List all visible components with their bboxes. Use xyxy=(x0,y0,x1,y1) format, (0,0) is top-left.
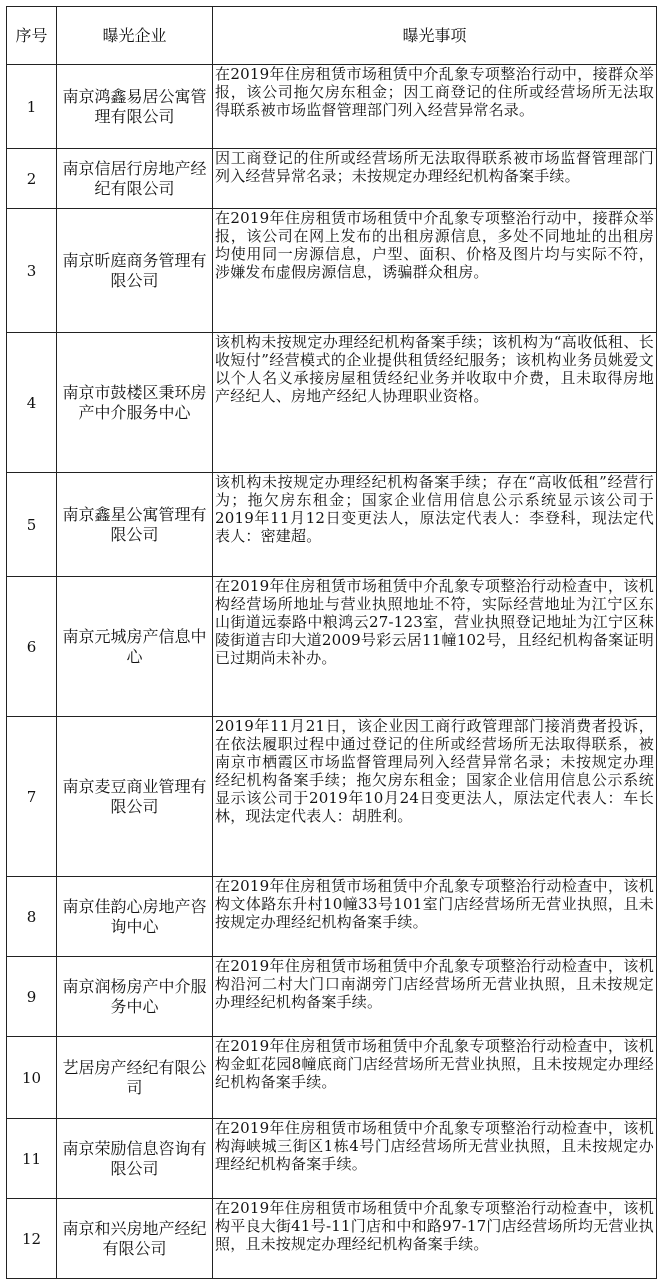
row-index: 5 xyxy=(7,473,57,577)
header-matter: 曝光事项 xyxy=(213,7,657,65)
row-company: 南京昕庭商务管理有限公司 xyxy=(57,209,213,333)
row-matter: 在2019年住房租赁市场租赁中介乱象专项整治行动检查中，该机构文体路东升村10幢33号101室门店经营场所无营业执照，且未按规定办理经纪机构备案手续。 xyxy=(213,877,657,957)
table-row xyxy=(7,333,657,473)
table-row xyxy=(7,957,657,1037)
row-matter: 在2019年住房租赁市场租赁中介乱象专项整治行动检查中，该机构海峡城三街区1栋4号门店经营场所无营业执照，且未按规定办理经纪机构备案手续。 xyxy=(213,1119,657,1199)
row-index: 3 xyxy=(7,209,57,333)
row-matter: 该机构未按规定办理经纪机构备案手续；该机构为“高收低租、长收短付”经营模式的企业提供租赁经纪服务；该机构业务员姚爱文以个人名义承接房屋租赁经纪业务并收取中介费，且未取得房地产经纪人、房地产经纪人协理职业资格。 xyxy=(213,333,657,473)
row-company: 南京元城房产信息中心 xyxy=(57,577,213,717)
row-company: 艺居房产经纪有限公司 xyxy=(57,1037,213,1119)
table-row xyxy=(7,473,657,577)
table-row xyxy=(7,577,657,717)
row-matter: 在2019年住房租赁市场租赁中介乱象专项整治行动检查中，该机构沿河二村大门口南湖旁门店经营场所无营业执照，且未按规定办理经纪机构备案手续。 xyxy=(213,957,657,1037)
row-company: 南京和兴房地产经纪有限公司 xyxy=(57,1199,213,1279)
row-matter: 在2019年住房租赁市场租赁中介乱象专项整治行动检查中，该机构平良大街41号-11门店和中和路97-17门店经营场所均无营业执照，且未按规定办理经纪机构备案手续。 xyxy=(213,1199,657,1279)
row-company: 南京润杨房产中介服务中心 xyxy=(57,957,213,1037)
row-matter: 2019年11月21日，该企业因工商行政管理部门接消费者投诉，在依法履职过程中通过登记的住所或经营场所无法取得联系，被南京市栖霞区市场监督管理局列入经营异常名录；未按规定办理经纪机构备案手续；拖欠房东租金；国家企业信用信息公示系统显示该公司于2019年10月24日变更法人，原法定代表人：车长林，现法定代表人：胡胜利。 xyxy=(213,717,657,877)
header-company: 曝光企业 xyxy=(57,7,213,65)
row-company: 南京信居行房地产经纪有限公司 xyxy=(57,149,213,209)
exposure-table xyxy=(6,6,657,1279)
table-row xyxy=(7,65,657,149)
row-company: 南京佳韵心房地产咨询中心 xyxy=(57,877,213,957)
row-matter: 在2019年住房租赁市场租赁中介乱象专项整治行动中，接群众举报，该公司拖欠房东租金；因工商登记的住所或经营场所无法取得联系被市场监督管理部门列入经营异常名录。 xyxy=(213,65,657,149)
row-company: 南京鸿鑫易居公寓管理有限公司 xyxy=(57,65,213,149)
row-index: 8 xyxy=(7,877,57,957)
row-index: 11 xyxy=(7,1119,57,1199)
row-company: 南京鑫星公寓管理有限公司 xyxy=(57,473,213,577)
row-matter: 在2019年住房租赁市场租赁中介乱象专项整治行动检查中，该机构经营场所地址与营业执照地址不符，实际经营地址为江宁区东山街道远泰路中粮鸿云27-123室，营业执照登记地址为江宁区秣陵街道吉印大道2009号彩云居11幢102号，且经纪机构备案证明已过期尚未补办。 xyxy=(213,577,657,717)
row-index: 12 xyxy=(7,1199,57,1279)
row-matter: 该机构未按规定办理经纪机构备案手续；存在“高收低租”经营行为；拖欠房东租金；国家企业信用信息公示系统显示该公司于2019年11月12日变更法人，原法定代表人：李登科，现法定代表人：密建超。 xyxy=(213,473,657,577)
row-index: 6 xyxy=(7,577,57,717)
row-matter: 在2019年住房租赁市场租赁中介乱象专项整治行动中，接群众举报，该公司在网上发布的出租房源信息，多处不同地址的出租房均使用同一房源信息，户型、面积、价格及图片均与实际不符，涉嫌发布虚假房源信息，诱骗群众租房。 xyxy=(213,209,657,333)
row-index: 1 xyxy=(7,65,57,149)
table-row xyxy=(7,149,657,209)
table-header-row xyxy=(7,7,657,65)
row-company: 南京荣励信息咨询有限公司 xyxy=(57,1119,213,1199)
table-row xyxy=(7,209,657,333)
row-index: 7 xyxy=(7,717,57,877)
row-index: 4 xyxy=(7,333,57,473)
row-index: 10 xyxy=(7,1037,57,1119)
row-matter: 在2019年住房租赁市场租赁中介乱象专项整治行动检查中，该机构金虹花园8幢底商门店经营场所无营业执照，且未按规定办理经纪机构备案手续。 xyxy=(213,1037,657,1119)
table-row xyxy=(7,877,657,957)
table-row xyxy=(7,1037,657,1119)
row-index: 9 xyxy=(7,957,57,1037)
table-row xyxy=(7,717,657,877)
row-matter: 因工商登记的住所或经营场所无法取得联系被市场监督管理部门列入经营异常名录；未按规定办理经纪机构备案手续。 xyxy=(213,149,657,209)
row-company: 南京市鼓楼区秉环房产中介服务中心 xyxy=(57,333,213,473)
table-row xyxy=(7,1199,657,1279)
header-index: 序号 xyxy=(7,7,57,65)
table-row xyxy=(7,1119,657,1199)
row-company: 南京麦豆商业管理有限公司 xyxy=(57,717,213,877)
row-index: 2 xyxy=(7,149,57,209)
